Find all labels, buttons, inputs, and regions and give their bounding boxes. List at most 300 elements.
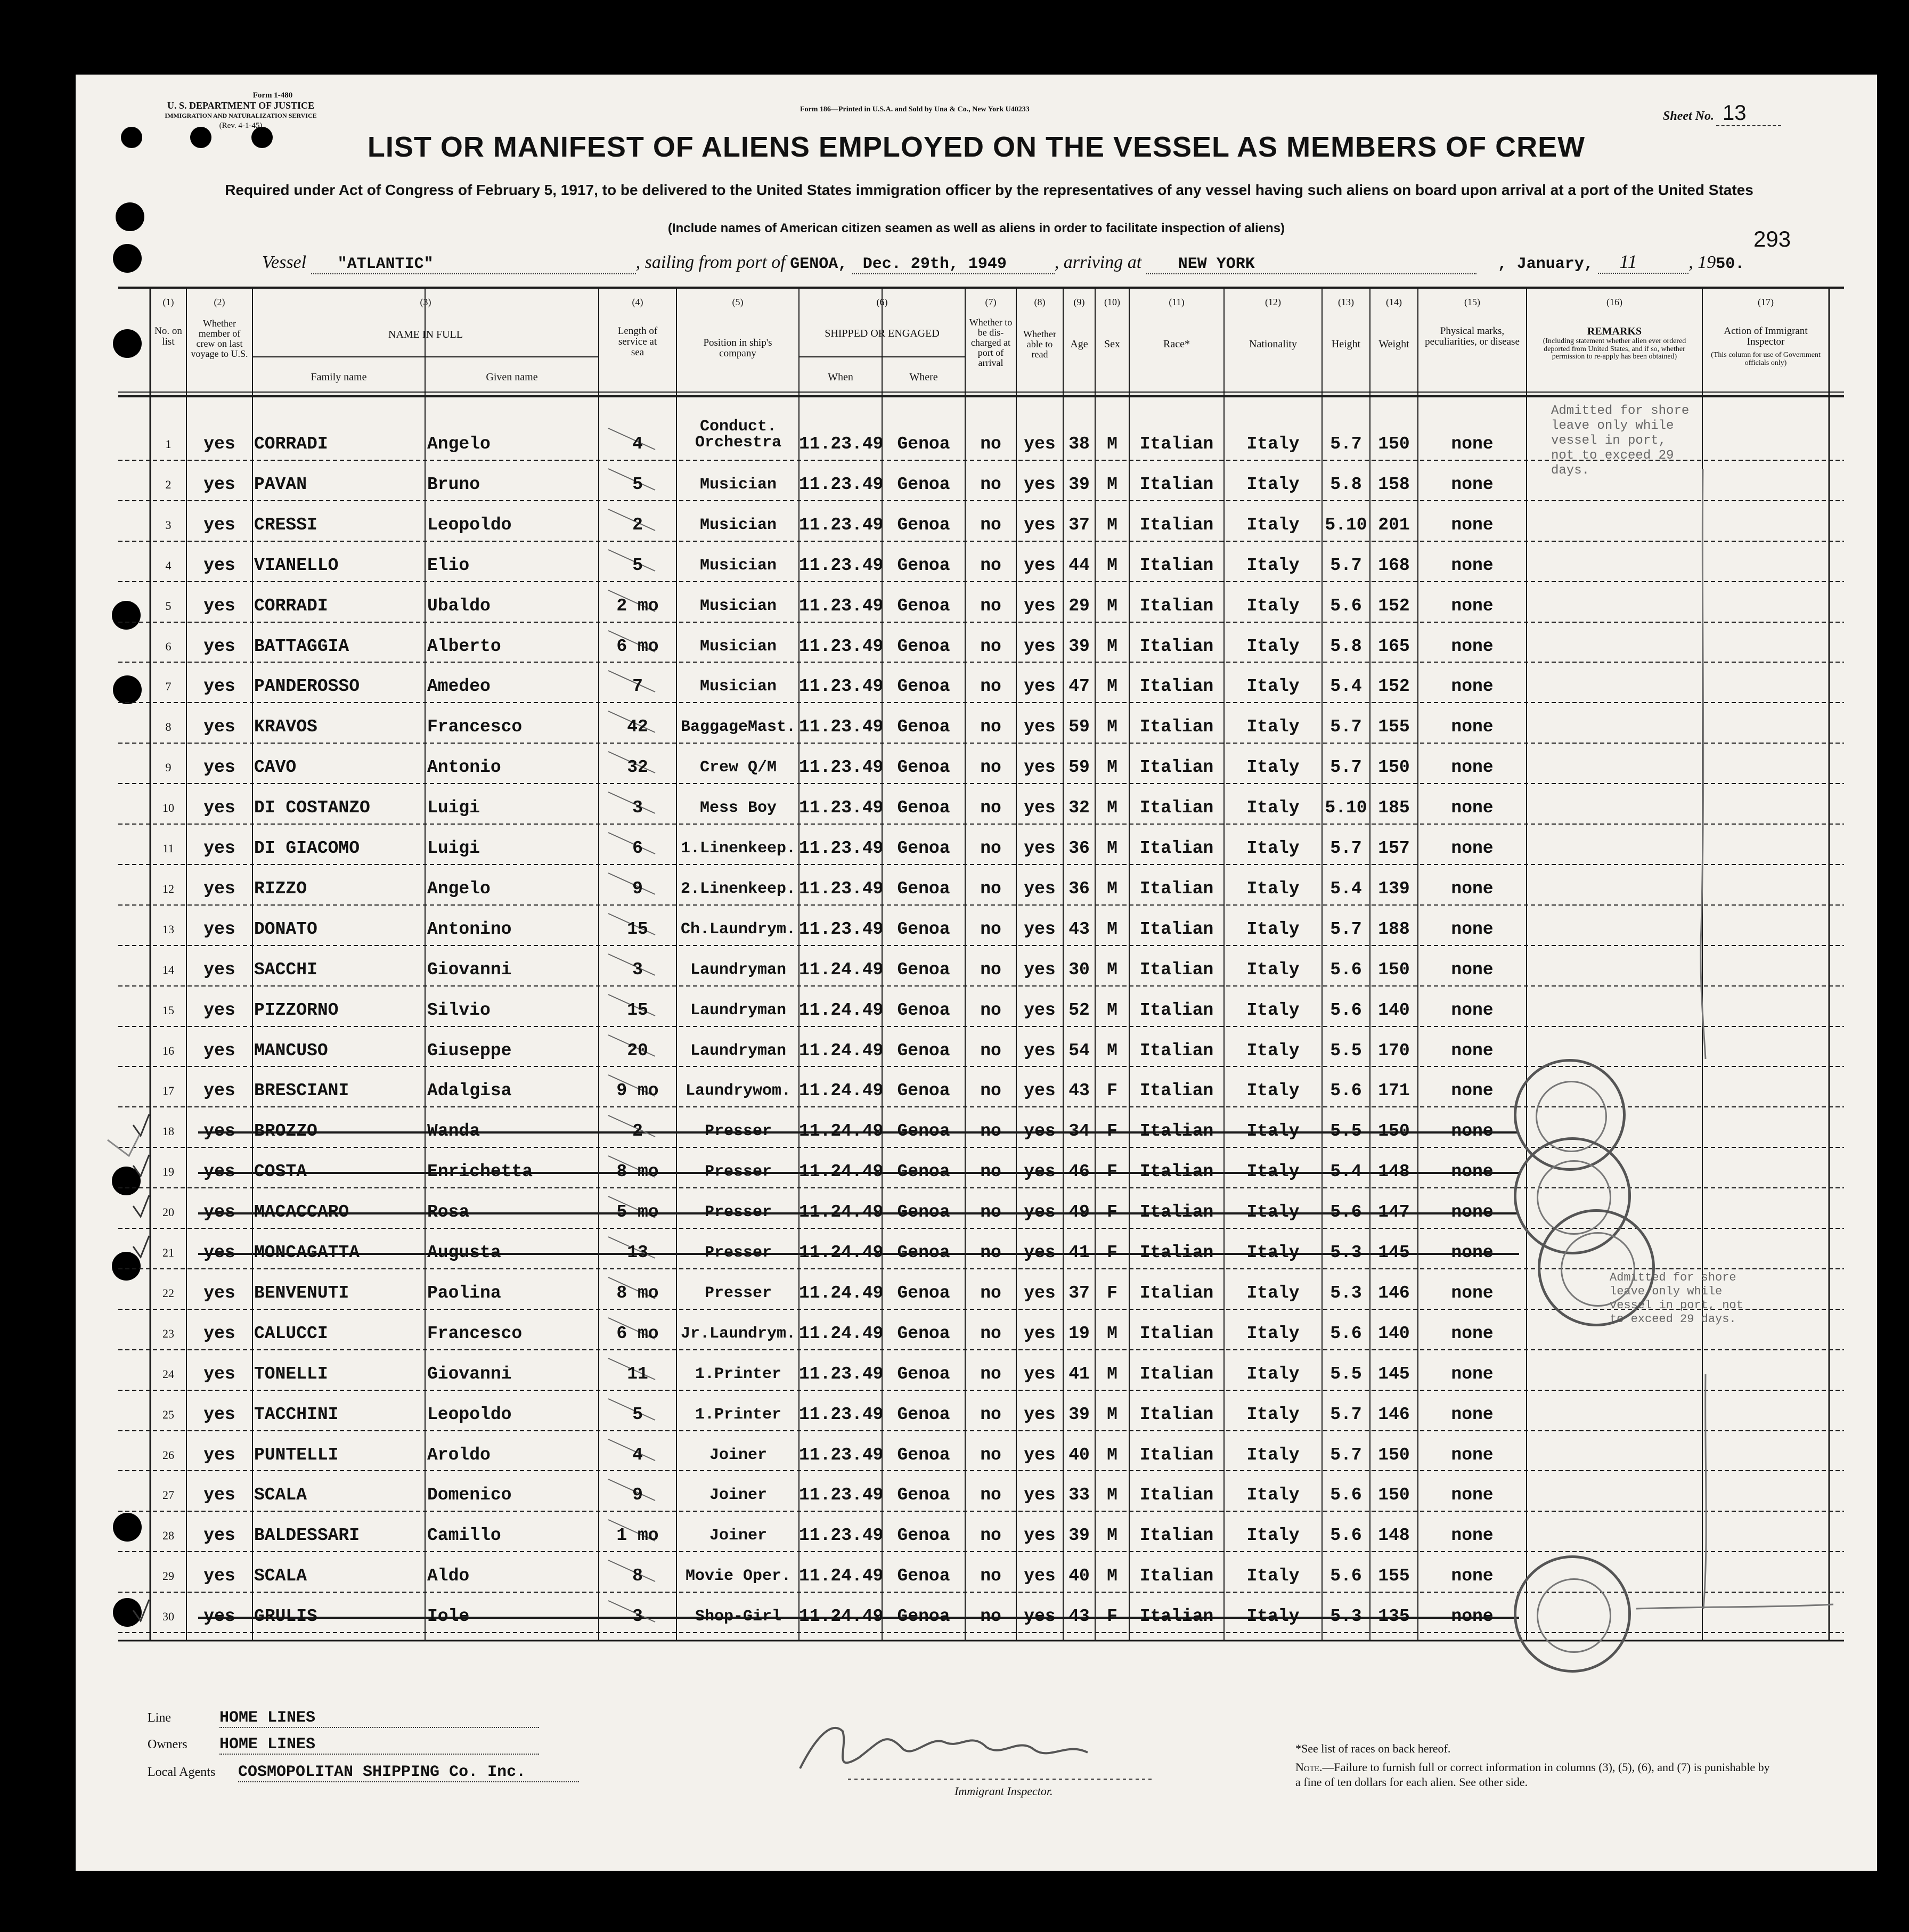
given-name: Bruno [427,475,480,494]
col6-when: When [828,371,853,383]
race: Italian [1139,1121,1214,1141]
height: 5.6 [1330,596,1362,616]
age: 39 [1068,1405,1090,1424]
race: Italian [1139,1041,1214,1061]
col3-num: (3) [420,297,431,307]
service-length: 5 [632,1405,643,1424]
age: 40 [1068,1445,1090,1465]
shipped-where: Genoa [897,515,950,535]
service-length: 4 [632,1445,643,1465]
shipped-where: Genoa [897,1485,950,1505]
race: Italian [1139,1526,1214,1545]
crew-member-flag: yes [203,1000,235,1020]
owners-value: HOME LINES [219,1735,539,1755]
shipped-when: 11.24.49 [799,1202,884,1222]
service-length: 3 [632,960,643,980]
crew-member-flag: yes [203,1485,235,1505]
page-number: 293 [1753,226,1791,251]
nationality: Italy [1246,717,1300,737]
given-name: Angelo [427,434,491,454]
position: Joiner [709,1527,768,1545]
family-name: PANDEROSSO [254,676,360,696]
shipped-when: 11.23.49 [799,838,884,858]
age: 38 [1068,434,1090,454]
age: 39 [1068,637,1090,656]
discharge-flag: no [980,717,1001,737]
weight: 145 [1378,1243,1410,1262]
discharge-flag: no [980,1202,1001,1222]
nationality: Italy [1246,1485,1300,1505]
col16-label: REMARKS [1587,325,1642,337]
able-to-read: yes [1024,838,1056,858]
shipped-where: Genoa [897,1202,950,1222]
shipped-when: 11.23.49 [799,1405,884,1424]
nationality: Italy [1246,1121,1300,1141]
service-length: 42 [627,717,648,737]
crew-member-flag: yes [203,879,235,899]
age: 19 [1068,1324,1090,1343]
discharge-flag: no [980,1405,1001,1424]
shipped-when: 11.23.49 [799,1445,884,1465]
discharge-flag: no [980,1566,1001,1586]
weight: 170 [1378,1041,1410,1061]
col12-num: (12) [1265,297,1281,307]
race: Italian [1139,838,1214,858]
crew-member-flag: yes [203,1162,235,1181]
col14-label: Weight [1378,338,1409,350]
service-length: 1 mo [616,1526,659,1545]
footer-owners [148,1735,539,1755]
list-number: 11 [162,842,174,855]
family-name: TONELLI [254,1364,328,1384]
list-number: 18 [162,1124,174,1138]
nationality: Italy [1246,838,1300,858]
col6-num: (6) [876,297,888,307]
height: 5.7 [1330,757,1362,777]
physical-marks: none [1451,1283,1494,1303]
race: Italian [1139,1283,1214,1303]
service-length: 3 [632,798,643,818]
sex: F [1107,1162,1117,1181]
sex: M [1107,1566,1117,1586]
race: Italian [1139,1566,1214,1586]
crew-member-flag: yes [203,919,235,939]
discharge-flag: no [980,1364,1001,1384]
list-number: 25 [162,1408,174,1421]
crew-member-flag: yes [203,1041,235,1061]
height: 5.7 [1330,1445,1362,1465]
shipped-when: 11.24.49 [799,1162,884,1181]
position: Ch.Laundrym. [680,920,796,939]
sex: M [1107,1405,1117,1424]
service-length: 3 [632,1607,643,1626]
given-name: Aldo [427,1566,470,1586]
crew-member-flag: yes [203,1081,235,1100]
crew-member-flag: yes [203,1566,235,1586]
service: IMMIGRATION AND NATURALIZATION SERVICE [165,112,317,119]
list-number: 16 [162,1044,174,1057]
able-to-read: yes [1024,1526,1056,1545]
nationality: Italy [1246,1405,1300,1424]
sex: M [1107,1000,1117,1020]
list-number: 26 [162,1448,174,1462]
discharge-flag: no [980,1243,1001,1262]
remark-row-22: Admitted for shore leave only while vessel in port, not to exceed 29 days. [1610,1271,1743,1326]
col9-label: Age [1070,338,1088,350]
list-number: 20 [162,1205,174,1219]
discharge-flag: no [980,798,1001,818]
crew-member-flag: yes [203,1121,235,1141]
position: Musician [699,516,777,534]
col17-label: Action of Immigrant Inspector [1724,325,1808,347]
remark-row-1: Admitted for shore leave only while vessel in port, not to exceed 29 days. [1551,404,1690,478]
given-name: Antonino [427,919,512,939]
departure-date: Dec. 29th, 1949 [852,255,1055,274]
given-name: Silvio [427,1000,491,1020]
able-to-read: yes [1024,1607,1056,1626]
race: Italian [1139,556,1214,575]
race: Italian [1139,1405,1214,1424]
shipped-when: 11.24.49 [799,1000,884,1020]
position: Jr.Laundrym. [680,1325,796,1343]
family-name: MANCUSO [254,1041,328,1061]
able-to-read: yes [1024,1081,1056,1100]
service-length: 11 [627,1364,648,1384]
list-number: 6 [165,640,172,653]
able-to-read: yes [1024,556,1056,575]
shipped-when: 11.23.49 [799,919,884,939]
race: Italian [1139,798,1214,818]
service-length: 6 mo [616,637,659,656]
weight: 152 [1378,596,1410,616]
shipped-when: 11.24.49 [799,1243,884,1262]
age: 59 [1068,757,1090,777]
col1-num: (1) [162,297,174,307]
form-number: Form 1-480 [252,91,293,100]
col9-num: (9) [1073,297,1085,307]
crew-member-flag: yes [203,1607,235,1626]
age: 47 [1068,676,1090,696]
height: 5.6 [1330,1566,1362,1586]
position: Musician [699,557,777,575]
physical-marks: none [1451,1405,1494,1424]
list-number: 14 [162,963,174,976]
height: 5.7 [1330,556,1362,575]
sex: M [1107,717,1117,737]
given-name: Ubaldo [427,596,491,616]
position: Movie Oper. [685,1567,792,1585]
weight: 168 [1378,556,1410,575]
discharge-flag: no [980,1526,1001,1545]
col6-label: SHIPPED OR ENGAGED [825,328,940,339]
shipped-where: Genoa [897,717,950,737]
physical-marks: none [1451,838,1494,858]
shipped-where: Genoa [897,1081,950,1100]
physical-marks: none [1451,919,1494,939]
inspector-label: Immigrant Inspector. [954,1784,1053,1798]
shipped-when: 11.23.49 [799,475,884,494]
shipped-when: 11.24.49 [799,960,884,980]
nationality: Italy [1246,1526,1300,1545]
family-name: BENVENUTI [254,1283,349,1303]
race: Italian [1139,1364,1214,1384]
weight: 150 [1378,960,1410,980]
crew-member-flag: yes [203,515,235,535]
shipped-when: 11.23.49 [799,556,884,575]
physical-marks: none [1451,1081,1494,1100]
col2-label: Whether member of crew on last voyage to U.S. [191,318,248,359]
sex: M [1107,960,1117,980]
shipped-when: 11.23.49 [799,757,884,777]
shipped-where: Genoa [897,1121,950,1141]
department: U. S. DEPARTMENT OF JUSTICE [167,100,315,111]
position: Crew Q/M [699,759,777,777]
race: Italian [1139,879,1214,899]
note-label: Note. [1295,1760,1323,1774]
discharge-flag: no [980,1041,1001,1061]
age: 43 [1068,1081,1090,1100]
crew-member-flag: yes [203,798,235,818]
family-name: RIZZO [254,879,307,899]
age: 37 [1068,1283,1090,1303]
physical-marks: none [1451,757,1494,777]
race: Italian [1139,757,1214,777]
position: Mess Boy [699,799,777,817]
col10-label: Sex [1104,338,1120,350]
include-note: (Include names of American citizen seamen as well as aliens in order to facilitate inspection of aliens) [667,221,1285,235]
col3-given: Given name [486,371,538,383]
age: 44 [1068,556,1090,575]
position: 1.Printer [695,1406,782,1424]
race: Italian [1139,1202,1214,1222]
able-to-read: yes [1024,960,1056,980]
arrival-month: , January, [1497,255,1594,273]
shipped-where: Genoa [897,1283,950,1303]
family-name: MACACCARO [254,1202,349,1222]
physical-marks: none [1451,1526,1494,1545]
crew-member-flag: yes [203,1283,235,1303]
col17-sub: (This column for use of Government officials only) [1711,351,1821,367]
weight: 135 [1378,1607,1410,1626]
age: 34 [1068,1121,1090,1141]
height: 5.7 [1330,717,1362,737]
sex: M [1107,1324,1117,1343]
physical-marks: none [1451,1000,1494,1020]
able-to-read: yes [1024,1566,1056,1586]
able-to-read: yes [1024,1121,1056,1141]
agents-label: Local Agents [148,1765,216,1779]
family-name: PIZZORNO [254,1000,339,1020]
list-number: 13 [162,923,174,936]
physical-marks: none [1451,475,1494,494]
service-length: 15 [627,919,648,939]
col4-label: Length of service at sea [617,325,658,358]
col5-num: (5) [732,297,744,307]
family-name: DI GIACOMO [254,838,360,858]
given-name: Rosa [427,1202,470,1222]
height: 5.6 [1330,1081,1362,1100]
nationality: Italy [1246,637,1300,656]
sex: M [1107,838,1117,858]
nationality: Italy [1246,919,1300,939]
discharge-flag: no [980,556,1001,575]
manifest-sheet [76,75,1877,1871]
physical-marks: none [1451,556,1494,575]
able-to-read: yes [1024,475,1056,494]
shipped-when: 11.24.49 [799,1607,884,1626]
position: Laundryman [690,1001,787,1020]
age: 43 [1068,919,1090,939]
discharge-flag: no [980,1121,1001,1141]
physical-marks: none [1451,1202,1494,1222]
height: 5.5 [1330,1041,1362,1061]
owners-label: Owners [148,1738,187,1751]
weight: 146 [1378,1405,1410,1424]
weight: 140 [1378,1324,1410,1343]
physical-marks: none [1451,1445,1494,1465]
shipped-where: Genoa [897,1162,950,1181]
family-name: DONATO [254,919,317,939]
able-to-read: yes [1024,879,1056,899]
race: Italian [1139,1485,1214,1505]
physical-marks: none [1451,1364,1494,1384]
discharge-flag: no [980,1000,1001,1020]
age: 29 [1068,596,1090,616]
service-length: 8 mo [616,1162,659,1181]
shipped-where: Genoa [897,1405,950,1424]
given-name: Wanda [427,1121,480,1141]
footer-note [1295,1760,1775,1790]
shipped-where: Genoa [897,434,950,454]
crew-member-flag: yes [203,1324,235,1343]
age: 32 [1068,798,1090,818]
shipped-where: Genoa [897,1445,950,1465]
sex: M [1107,919,1117,939]
able-to-read: yes [1024,596,1056,616]
family-name: DI COSTANZO [254,798,370,818]
vessel-label: Vessel [262,252,307,272]
weight: 148 [1378,1526,1410,1545]
footer-line [148,1709,539,1728]
shipped-when: 11.24.49 [799,1041,884,1061]
family-name: BRESCIANI [254,1081,349,1100]
col13-label: Height [1331,338,1361,350]
shipped-where: Genoa [897,1607,950,1626]
nationality: Italy [1246,879,1300,899]
position: Presser [704,1163,772,1181]
nationality: Italy [1246,1041,1300,1061]
physical-marks: none [1451,717,1494,737]
age: 46 [1068,1162,1090,1181]
list-number: 5 [165,599,172,613]
sex: M [1107,676,1117,696]
list-number: 1 [165,437,172,451]
shipped-where: Genoa [897,1041,950,1061]
list-number: 21 [162,1246,174,1259]
shipped-when: 11.23.49 [799,596,884,616]
given-name: Camillo [427,1526,501,1545]
crew-member-flag: yes [203,757,235,777]
given-name: Elio [427,556,470,575]
able-to-read: yes [1024,434,1056,454]
height: 5.6 [1330,1526,1362,1545]
service-length: 4 [632,434,643,454]
family-name: BROZZO [254,1121,317,1141]
able-to-read: yes [1024,1041,1056,1061]
crew-member-flag: yes [203,1243,235,1262]
race: Italian [1139,1000,1214,1020]
col6-where: Where [909,371,938,383]
able-to-read: yes [1024,919,1056,939]
shipped-when: 11.24.49 [799,1121,884,1141]
list-number: 15 [162,1004,174,1017]
physical-marks: none [1451,798,1494,818]
weight: 146 [1378,1283,1410,1303]
col8-label: Whether able to read [1023,329,1056,360]
family-name: KRAVOS [254,717,317,737]
sex: M [1107,1526,1117,1545]
crew-member-flag: yes [203,1445,235,1465]
able-to-read: yes [1024,637,1056,656]
age: 59 [1068,717,1090,737]
list-number: 17 [162,1084,174,1097]
service-length: 2 mo [616,596,659,616]
races-note: *See list of races on back hereof. [1295,1742,1451,1755]
weight: 188 [1378,919,1410,939]
crew-member-flag: yes [203,960,235,980]
discharge-flag: no [980,1485,1001,1505]
nationality: Italy [1246,1283,1300,1303]
sailing-label: , sailing from port of [635,252,786,272]
col15-label: Physical marks, peculiarities, or disease [1425,325,1520,347]
shipped-where: Genoa [897,596,950,616]
height: 5.4 [1330,1162,1362,1181]
age: 39 [1068,1526,1090,1545]
list-number: 9 [165,761,172,774]
nationality: Italy [1246,1243,1300,1262]
position: Presser [704,1122,772,1140]
list-number: 3 [165,518,172,532]
race: Italian [1139,1162,1214,1181]
col8-num: (8) [1034,297,1046,307]
family-name: GRULIS [254,1607,317,1626]
able-to-read: yes [1024,1445,1056,1465]
age: 36 [1068,879,1090,899]
departure-port: GENOA, [790,255,848,273]
physical-marks: none [1451,1162,1494,1181]
service-length: 6 [632,838,643,858]
discharge-flag: no [980,838,1001,858]
nationality: Italy [1246,556,1300,575]
vessel-name: "ATLANTIC" [311,255,636,274]
crew-member-flag: yes [203,1202,235,1222]
shipped-where: Genoa [897,1526,950,1545]
service-length: 5 [632,556,643,575]
weight: 157 [1378,838,1410,858]
list-number: 7 [165,680,172,693]
shipped-where: Genoa [897,556,950,575]
col7-label: Whether to be dis- charged at port of arrival [969,317,1013,368]
discharge-flag: no [980,596,1001,616]
discharge-flag: no [980,637,1001,656]
col17-num: (17) [1758,297,1774,307]
physical-marks: none [1451,676,1494,696]
shipped-where: Genoa [897,838,950,858]
given-name: Amedeo [427,676,491,696]
sex: F [1107,1283,1117,1303]
list-number: 24 [162,1367,174,1381]
shipped-when: 11.23.49 [799,515,884,535]
